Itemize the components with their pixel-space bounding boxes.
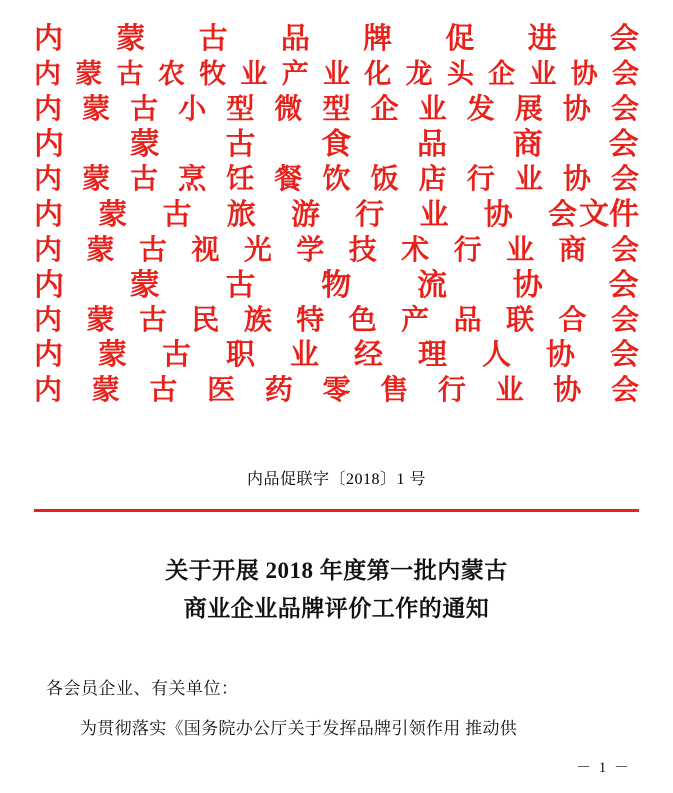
page-title <box>0 552 673 628</box>
letterhead-line-7: 内蒙古视光学技术行业商会 <box>34 235 639 266</box>
letterhead-line-6: 内蒙古旅游行业协会 <box>34 199 577 231</box>
letterhead-line-3: 内蒙古小型微型企业发展协会 <box>34 94 639 125</box>
page-title-line-2: 商业企业品牌评价工作的通知 <box>183 595 490 621</box>
letterhead-line-5: 内蒙古烹饪餐饮饭店行业协会 <box>34 164 639 195</box>
letterhead-line-4: 内蒙古食品商会 <box>34 128 639 161</box>
body-salutation: 各会员企业、有关单位： <box>46 678 239 698</box>
letterhead-line-1: 内蒙古品牌促进会 <box>34 23 639 55</box>
body-paragraph-1: 为贯彻落实《国务院办公厅关于发挥品牌引领作用 推动供 <box>80 718 518 738</box>
letterhead-document-word: 文件 <box>579 198 639 231</box>
page-title-line-1: 关于开展 2018 年度第一批内蒙古 <box>165 557 508 583</box>
document-number: 内品促联字〔2018〕1 号 <box>246 471 426 488</box>
page-number-footer: － 1 － <box>575 760 631 776</box>
red-divider-rule <box>34 509 639 512</box>
letterhead-line-10: 内蒙古职业经理人协会 <box>34 339 639 371</box>
document-body <box>46 672 627 746</box>
letterhead-line-9: 内蒙古民族特色产品联合会 <box>34 305 639 336</box>
letterhead-line-11: 内蒙古医药零售行业协会 <box>34 375 639 406</box>
letterhead-line-8: 内蒙古物流协会 <box>34 269 639 302</box>
letterhead-line-6-row <box>34 197 639 233</box>
letterhead-line-2: 内蒙古农牧业产业化龙头企业协会 <box>34 59 639 89</box>
